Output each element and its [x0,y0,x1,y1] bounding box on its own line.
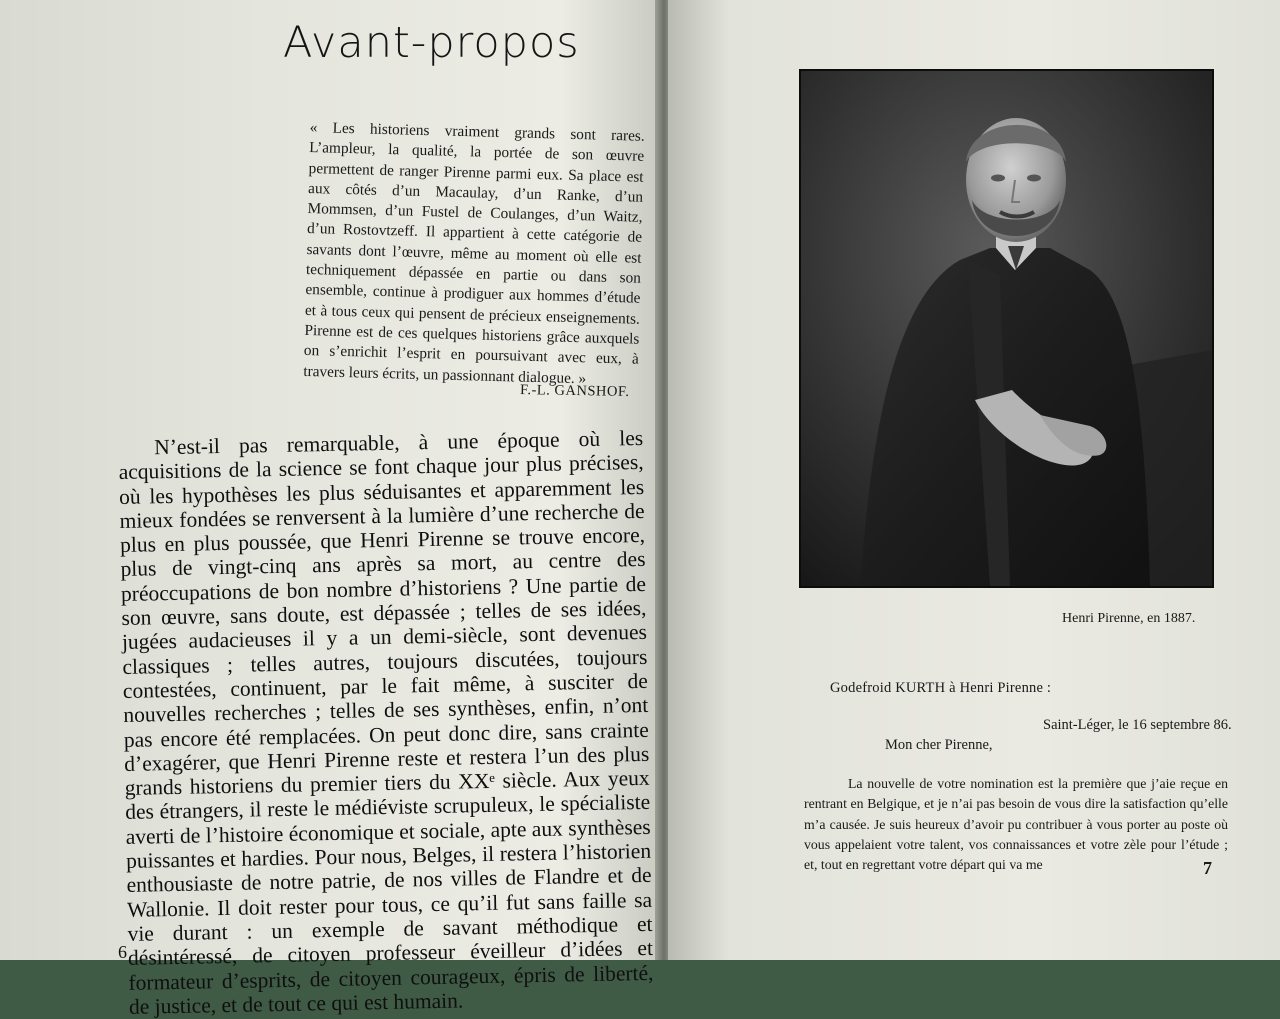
letter-body [804,774,1228,875]
epigraph-author: F.-L. GANSHOF. [519,382,630,400]
body-paragraph: N’est-il pas remarquable, à une époque où les acquisitions de la science se font chaque jour plus précises, où les hypothèses les plus séduisantes et apparemment les mieux fondées se renversent à la lumière d’une recherche de plus en plus poussée, que Henri Pirenne se trouve encore, plus de vingt-cinq ans après sa mort, au centre des préoccupations de bon nombre d’historiens ? Une partie de son œuvre, sans doute, est dépassée ; telles de ses idées, jugées audacieuses il y a un demi-siècle, sont devenues classiques ; telles autres, toujours discutées, toujours contestées, continuent, par le fait même, à susciter de nouvelles recherches ; telles de ses synthèses, enfin, n’ont pas encore été remplacées. On peut donc dire, sans crainte d’exagérer, que Henri Pirenne reste et restera l’un des plus grands historiens du premier tiers du XXᵉ siècle. Aux yeux des étrangers, il reste le médiéviste scrupuleux, le spécialiste averti de l’histoire économique et sociale, apte aux synthèses puissantes et hardies. Pour nous, Belges, il restera l’historien enthousiaste de notre patrie, de nos villes de Flandre et de Wallonie. Il doit rester pour tous, ce qu’il fut sans faille sa vie durant : un exemple de savant méthodique et désintéressé, de citoyen professeur éveilleur d’idées et formateur d’esprits, de citoyen courageux, épris de liberté, de justice, et de tout ce qui est humain. [118,425,654,1019]
letter-paragraph: La nouvelle de votre nomination est la première que j’aie reçue en rentrant en Belgique, et je n’ai pas besoin de vous dire la satisfaction qu’elle m’a causée. Je suis heureux d’avoir pu contribuer à vous porter au poste où vous appelaient votre talent, vos connaissances et votre zèle pour l’étude ; et, tout en regrettant votre départ qui va me [804,776,1228,873]
page-number-right: 7 [1203,858,1212,878]
body-text [118,426,654,1019]
letter-salutation: Mon cher Pirenne, [885,737,993,753]
letter-place-date: Saint-Léger, le 16 septembre 86. [1043,717,1232,733]
page-title: Avant-propos [283,18,580,68]
show-through-text [95,68,99,84]
photo-caption: Henri Pirenne, en 1887. [1062,611,1196,626]
portrait-illustration [800,70,1213,587]
page-number-left: 6 [118,942,127,962]
portrait-photo [800,70,1213,587]
letter-heading: Godefroid KURTH à Henri Pirenne : [830,680,1052,696]
epigraph-quote: « Les historiens vraiment grands sont rares. L’ampleur, la qualité, la portée de son œuvre permettent de ranger Pirenne parmi eux. Sa place est aux côtés d’un Macaulay, d’un Ranke, d’un Mommsen, d’un Fustel de Coulanges, d’un Waitz, d’un Rostovtzeff. Il appartient à cette catégorie de savants dont l’œuvre, même au moment où elle est techniquement dépassée en partie ou dans son ensemble, continue à prodiguer aux hommes d’étude et à tous ceux qui pensent de précieux enseignements. Pirenne est de ces quelques historiens grâce auxquels on s’enrichit l’esprit en poursuivant avec eux, à travers leurs écrits, un passionnant dialogue. » [303,118,645,387]
